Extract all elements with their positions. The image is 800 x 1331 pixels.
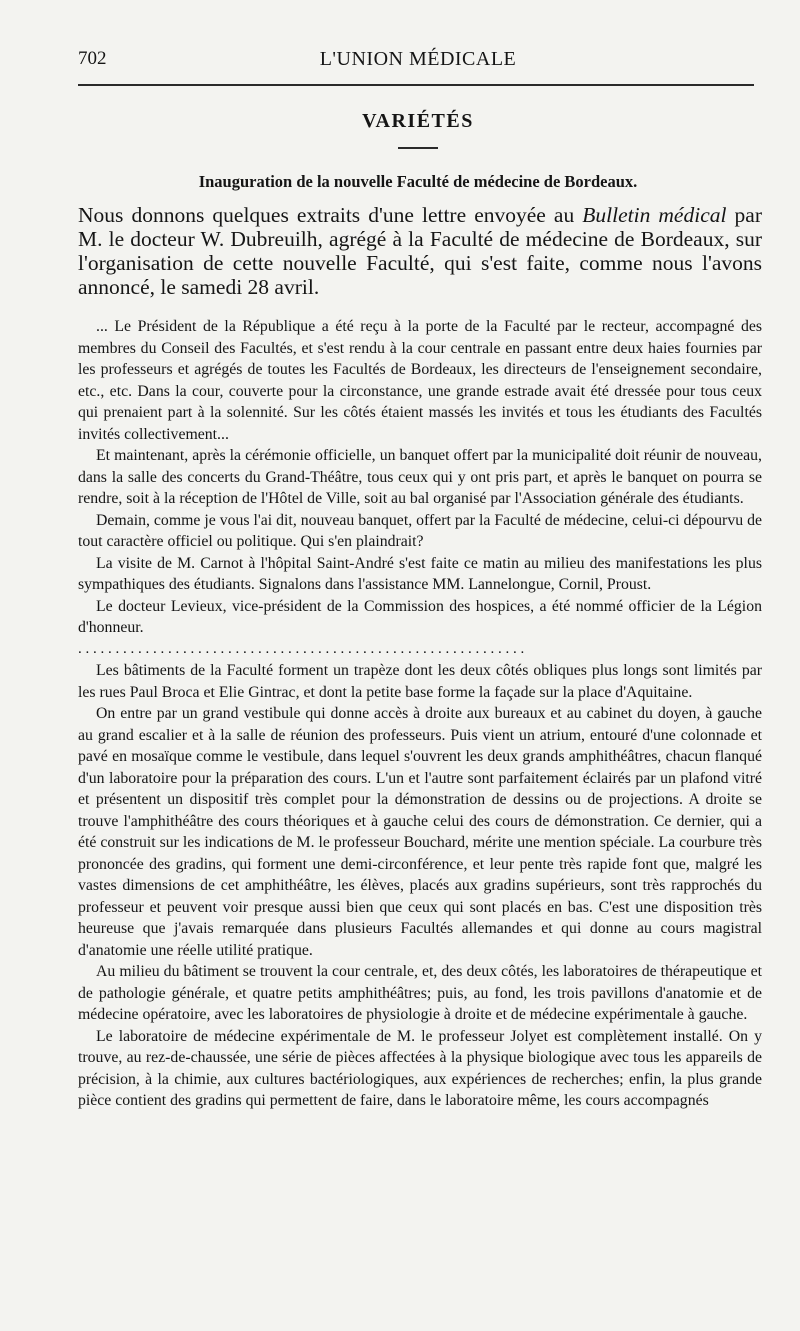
paragraph: ... Le Président de la République a été reçu à la porte de la Faculté par le recteur, accompagné des membres du Conseil des Facultés, et s'est rendu à la cour centrale en passant entre deux haies fournies par les professeurs et agrégés de toutes les Facultés de Bordeaux, les directeurs de l'enseignement secondaire, etc., etc. Dans la cour, couverte pour la circonstance, une grande estrade avait été dressée pour tous ceux qui prenaient part à la solennité. Sur les côtés étaient massés les invités et tous les étudiants des Facultés invités collectivement... [78, 318, 762, 443]
section-rule [398, 147, 438, 149]
page-number: 702 [78, 48, 107, 69]
section-title: VARIÉTÉS [362, 110, 474, 132]
paragraph: Demain, comme je vous l'ai dit, nouveau banquet, offert par la Faculté de médecine, celui-ci dépourvu de tout caractère officiel ou politique. Qui s'en plaindrait? [78, 511, 762, 550]
paragraph: Les bâtiments de la Faculté forment un trapèze dont les deux côtés obliques plus longs sont limités par les rues Paul Broca et Elie Gintrac, et dont la petite base forme la façade sur la place d'Aquitaine. [78, 662, 762, 701]
paragraph: Au milieu du bâtiment se trouvent la cour centrale, et, des deux côtés, les laboratoires de thérapeutique et de pathologie générale, et quatre petits amphithéâtres; puis, au fond, les trois pavillons d'anatomie et de médecine opératoire, avec les laboratoires de physiologie à droite et de médecine expérimentale à gauche. [78, 963, 762, 1023]
intro-italic-title: Bulletin médical [582, 203, 727, 227]
intro-text-after: par M. le docteur W. Dubreuilh, agrégé à la Faculté de médecine de Bordeaux, sur l'organisation de cette nouvelle Faculté, qui s'est faite, comme nous l'avons annoncé, le samedi 28 avril. [78, 203, 762, 299]
paragraph: Le docteur Levieux, vice-président de la Commission des hospices, a été nommé officier de la Légion d'honneur. [78, 597, 762, 636]
paragraph: La visite de M. Carnot à l'hôpital Saint-André s'est faite ce matin au milieu des manifestations les plus sympathiques des étudiants. Signalons dans l'assistance MM. Lannelongue, Cornil, Proust. [78, 554, 762, 593]
article-body [78, 316, 762, 1112]
ellipsis-separator: . . . . . . . . . . . . . . . . . . . . . . . . . . . . . . . . . . . . . . . . . . . . . . . . . . . . . . . . . . . . [78, 640, 525, 657]
journal-title: L'UNION MÉDICALE [319, 48, 517, 70]
article-subheading: Inauguration de la nouvelle Faculté de médecine de Bordeaux. [198, 172, 638, 191]
header-rule [78, 84, 754, 86]
paragraph: Le laboratoire de médecine expérimentale de M. le professeur Jolyet est complètement installé. On y trouve, au rez-de-chaussée, une série de pièces affectées à la physique biologique avec tous les appareils de précision, à la chimie, aux cultures bactériologiques, aux expériences de recherches; enfin, la plus grande pièce contient des gradins qui permettent de faire, dans le laboratoire même, les cours accompagnés [78, 1027, 762, 1109]
intro-paragraph [78, 203, 762, 299]
running-header [78, 48, 758, 78]
intro-text-before: Nous donnons quelques extraits d'une lettre envoyée au [78, 203, 583, 227]
paragraph: Et maintenant, après la cérémonie officielle, un banquet offert par la municipalité doit réunir de nouveau, dans la salle des concerts du Grand-Théâtre, tous ceux qui y ont pris part, et après le banquet on pourra se rendre, soit à la réception de l'Hôtel de Ville, soit au bal organisé par l'Association générale des étudiants. [78, 447, 762, 507]
paragraph: On entre par un grand vestibule qui donne accès à droite aux bureaux et au cabinet du doyen, à gauche au grand escalier et à la salle de réunion des professeurs. Puis vient un atrium, entouré d'une colonnade et pavé en mosaïque comme le vestibule, dans lequel s'ouvrent les deux grands amphithéâtres, chacun flanqué d'un laboratoire pour la préparation des cours. L'un et l'autre sont parfaitement éclairés par un plafond vitré et présentent un dispositif très complet pour la démonstration de dessins ou de projections. A droite se trouve l'amphithéâtre des cours théoriques et à gauche celui des cours de démonstration. Ce dernier, qui a été construit sur les indications de M. le professeur Bouchard, mérite une mention spéciale. La courbure très prononcée des gradins, qui forment une demi-circonférence, et leur pente très rapide font que, malgré les vastes dimensions de cet amphithéâtre, les élèves, placés aux gradins supérieurs, sont très rapprochés du professeur et peuvent voir presque aussi bien que ceux qui sont placés en bas. C'est une disposition très heureuse que j'avais remarquée dans plusieurs Facultés allemandes et qui donne au cours magistral d'anatomie une réelle utilité pratique. [78, 705, 762, 959]
